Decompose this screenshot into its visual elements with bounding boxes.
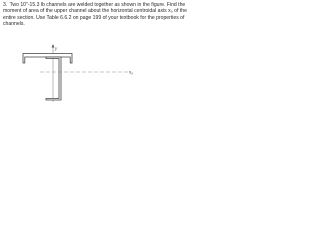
channel-section-figure	[0, 0, 200, 104]
y-axis-label: y	[55, 47, 58, 52]
problem-text: Two 10"-15.3 lb channels are welded together as shown in the figure. Find the moment of area of the upper channel about the horizontal centroidal axis x₀ of the entire section. Use Table 6.6.2 on page 199 of your textbook for the properties of channels.	[3, 2, 187, 28]
x0-axis-label: x₀	[129, 70, 133, 76]
lower-channel	[46, 57, 61, 100]
y-axis-arrowhead	[52, 44, 55, 48]
problem-number: 3.	[3, 2, 8, 8]
